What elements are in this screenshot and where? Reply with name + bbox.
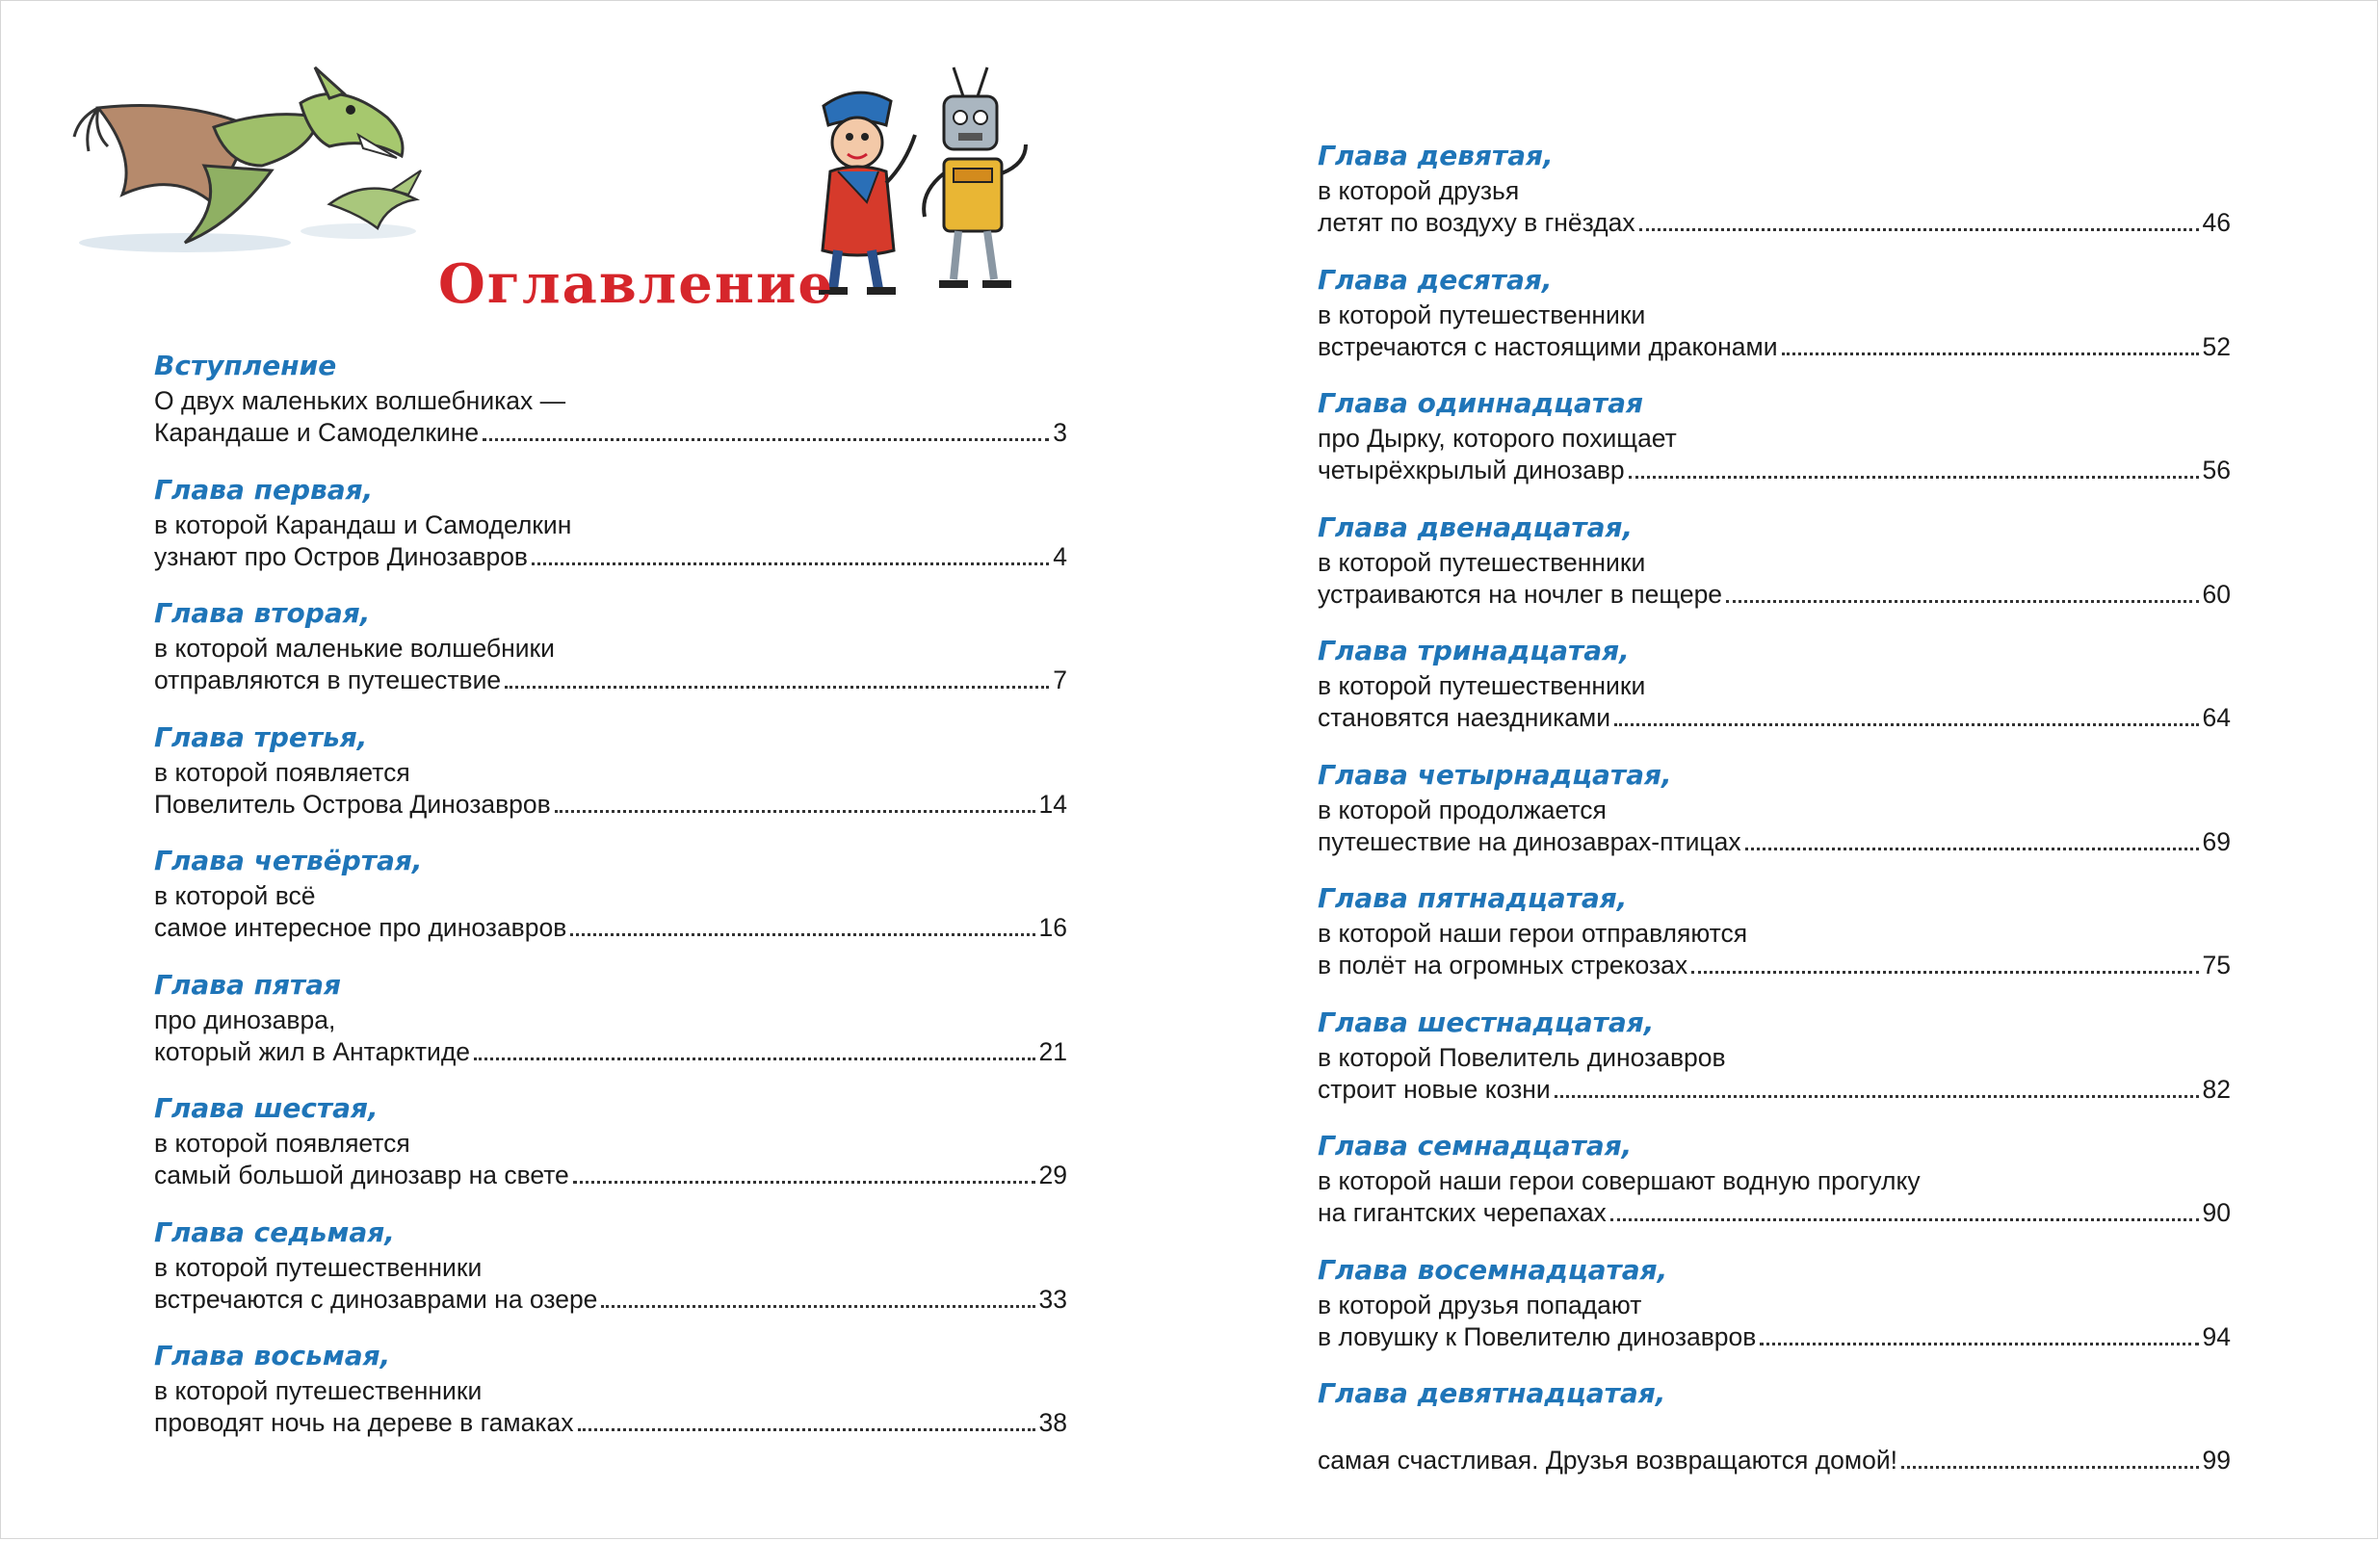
- chapter-subtitle-line: [154, 789, 1067, 821]
- chapter-subtitle-end: в полёт на огромных стрекозах: [1318, 951, 1688, 979]
- toc-entry[interactable]: [154, 1337, 1067, 1461]
- toc-entry[interactable]: [1318, 632, 2231, 756]
- chapter-subtitle-end: встречаются с настоящими драконами: [1318, 331, 1778, 361]
- chapter-subtitle-line: [1318, 579, 2231, 611]
- page-number: 90: [2202, 1198, 2231, 1227]
- toc-entry[interactable]: [1318, 1374, 2231, 1499]
- chapter-heading: Глава десятая,: [1318, 263, 1553, 296]
- chapter-subtitle: в которой друзья попадают: [1318, 1290, 1642, 1319]
- toc-entry[interactable]: [1318, 1251, 2231, 1375]
- chapter-heading: Вступление: [154, 350, 337, 381]
- page-number: 21: [1038, 1036, 1067, 1066]
- chapter-subtitle: в которой появляется: [154, 757, 410, 787]
- chapter-subtitle-end: самый большой динозавр на свете: [154, 1161, 569, 1189]
- chapter-subtitle-line: [1318, 826, 2231, 858]
- chapter-subtitle-line: [1318, 702, 2231, 734]
- toc-entry[interactable]: [154, 594, 1067, 718]
- page-number: 75: [2202, 951, 2231, 979]
- chapter-subtitle-end: на гигантских черепахах: [1318, 1198, 1607, 1227]
- dot-leader: [483, 417, 1049, 441]
- toc-entry[interactable]: [1318, 1127, 2231, 1251]
- page-number: 60: [2202, 579, 2231, 609]
- toc-entry[interactable]: [154, 966, 1067, 1090]
- pencil-and-robot-illustration: [809, 58, 1040, 299]
- chapter-subtitle-line: [154, 1407, 1067, 1439]
- page-number: 64: [2202, 703, 2231, 732]
- chapter-subtitle-line: [154, 912, 1067, 944]
- toc-entry[interactable]: [1318, 1004, 2231, 1128]
- chapter-subtitle: в которой продолжается: [1318, 795, 1607, 824]
- dot-leader: [601, 1284, 1034, 1308]
- chapter-subtitle-line: [1318, 455, 2231, 486]
- toc-entry[interactable]: [1318, 384, 2231, 509]
- chapter-subtitle: в которой путешественники: [1318, 547, 1646, 577]
- dot-leader: [505, 665, 1049, 689]
- page-number: 52: [2202, 331, 2231, 361]
- chapter-subtitle-end: в ловушку к Повелителю динозавров: [1318, 1321, 1757, 1351]
- chapter-subtitle-line: [154, 417, 1067, 449]
- chapter-heading: Глава восьмая,: [154, 1340, 391, 1371]
- chapter-subtitle-line: [154, 1284, 1067, 1316]
- chapter-subtitle: про Дырку, которого похищает: [1318, 424, 1677, 453]
- page-number: 99: [2202, 1446, 2231, 1475]
- chapter-subtitle-end: встречаются с динозаврами на озере: [154, 1284, 598, 1314]
- chapter-heading: Глава двенадцатая,: [1318, 510, 1634, 543]
- chapter-subtitle-end: летят по воздуху в гнёздах: [1318, 208, 1635, 237]
- dot-leader: [1610, 1197, 2199, 1221]
- page-number: 29: [1038, 1161, 1067, 1189]
- chapter-heading: Глава семнадцатая,: [1318, 1130, 1633, 1162]
- toc-entry[interactable]: [154, 718, 1067, 843]
- chapter-subtitle-line: [154, 541, 1067, 573]
- chapter-subtitle: в которой Повелитель динозавров: [1318, 1042, 1726, 1072]
- toc-entry[interactable]: [1318, 261, 2231, 385]
- page-number: 14: [1038, 789, 1067, 819]
- page-number: 16: [1038, 913, 1067, 942]
- chapter-subtitle-line: [1318, 331, 2231, 363]
- chapter-subtitle-line: [154, 665, 1067, 696]
- chapter-heading: Глава тринадцатая,: [1318, 635, 1630, 666]
- chapter-subtitle-end: проводят ночь на дереве в гамаках: [154, 1408, 574, 1437]
- toc-right-column: [1318, 137, 2231, 1499]
- chapter-subtitle: в которой наши герои отправляются: [1318, 919, 1748, 948]
- toc-entry[interactable]: [1318, 137, 2231, 261]
- dot-leader: [1782, 331, 2199, 355]
- page-number: 56: [2202, 456, 2231, 484]
- dot-leader: [1614, 702, 2198, 726]
- chapter-subtitle-end: четырёхкрылый динозавр: [1318, 456, 1625, 484]
- page-number: 69: [2202, 826, 2231, 856]
- chapter-heading: Глава вторая,: [154, 597, 371, 629]
- chapter-subtitle: в которой друзья: [1318, 176, 1520, 205]
- chapter-subtitle-line: [1318, 1074, 2231, 1106]
- page-number: 38: [1038, 1408, 1067, 1437]
- chapter-subtitle: в которой путешественники: [1318, 300, 1646, 329]
- dot-leader: [1629, 455, 2199, 479]
- dot-leader: [555, 789, 1035, 813]
- toc-entry[interactable]: [154, 1089, 1067, 1214]
- dot-leader: [1555, 1074, 2199, 1098]
- chapter-subtitle: в которой маленькие волшебники: [154, 634, 555, 663]
- chapter-heading: Глава пятая: [154, 968, 342, 1001]
- chapter-subtitle-line: [1318, 207, 2231, 239]
- dot-leader: [1745, 826, 2199, 850]
- chapter-subtitle-end: Карандаше и Самоделкине: [154, 418, 480, 447]
- chapter-heading: Глава четырнадцатая,: [1318, 758, 1672, 791]
- chapter-subtitle-end: самая счастливая. Друзья возвращаются домой!: [1318, 1446, 1898, 1475]
- dot-leader: [1901, 1445, 2199, 1469]
- chapter-subtitle: в которой путешественники: [1318, 671, 1646, 700]
- toc-entry[interactable]: [1318, 509, 2231, 633]
- dot-leader: [1639, 207, 2199, 231]
- dot-leader: [1691, 950, 2198, 974]
- chapter-heading: Глава шестая,: [154, 1092, 379, 1124]
- chapter-subtitle-end: Повелитель Острова Динозавров: [154, 789, 551, 819]
- toc-entry[interactable]: [154, 347, 1067, 471]
- chapter-heading: Глава четвёртая,: [154, 845, 423, 876]
- chapter-heading: Глава пятнадцатая,: [1318, 882, 1628, 914]
- dot-leader: [474, 1036, 1034, 1060]
- page-number: 7: [1053, 666, 1067, 694]
- chapter-subtitle-end: становятся наездниками: [1318, 703, 1611, 732]
- page-number: 46: [2202, 208, 2231, 237]
- toc-left-column: [154, 347, 1067, 1461]
- chapter-subtitle: в которой всё: [154, 881, 316, 910]
- pterodactyl-illustration: [69, 60, 455, 262]
- chapter-subtitle: про динозавра,: [154, 1005, 336, 1034]
- chapter-subtitle: в которой Карандаш и Самоделкин: [154, 509, 572, 539]
- chapter-subtitle-end: устраиваются на ночлег в пещере: [1318, 579, 1723, 609]
- chapter-subtitle: в которой путешественники: [154, 1252, 483, 1282]
- page-title: Оглавление: [438, 252, 835, 316]
- chapter-subtitle-end: который жил в Антарктиде: [154, 1036, 471, 1066]
- chapter-subtitle-line: [154, 1160, 1067, 1191]
- chapter-heading: Глава первая,: [154, 473, 374, 506]
- toc-entry[interactable]: [154, 842, 1067, 966]
- page-number: 33: [1038, 1284, 1067, 1314]
- chapter-subtitle-end: самое интересное про динозавров: [154, 913, 567, 942]
- chapter-subtitle-end: путешествие на динозаврах-птицах: [1318, 826, 1741, 856]
- chapter-heading: Глава девятая,: [1318, 140, 1554, 171]
- chapter-subtitle-line: [1318, 950, 2231, 981]
- page-number: 94: [2202, 1321, 2231, 1351]
- chapter-subtitle-end: строит новые козни: [1318, 1074, 1551, 1104]
- chapter-heading: Глава седьмая,: [154, 1215, 395, 1248]
- dot-leader: [573, 1160, 1035, 1184]
- chapter-subtitle-line: [1318, 1321, 2231, 1353]
- chapter-subtitle: [1318, 1413, 2231, 1445]
- chapter-heading: Глава шестнадцатая,: [1318, 1006, 1655, 1038]
- toc-entry[interactable]: [154, 1214, 1067, 1338]
- toc-entry[interactable]: [1318, 879, 2231, 1004]
- toc-entry[interactable]: [154, 471, 1067, 595]
- dot-leader: [1760, 1321, 2198, 1345]
- page-number: 4: [1053, 541, 1067, 571]
- toc-entry[interactable]: [1318, 756, 2231, 880]
- dot-leader: [578, 1407, 1035, 1431]
- chapter-subtitle-line: [154, 1036, 1067, 1068]
- chapter-heading: Глава одиннадцатая: [1318, 387, 1644, 419]
- chapter-heading: Глава восемнадцатая,: [1318, 1253, 1668, 1286]
- chapter-subtitle: в которой появляется: [154, 1129, 410, 1158]
- page-number: 3: [1053, 418, 1067, 447]
- chapter-subtitle-end: отправляются в путешествие: [154, 666, 502, 694]
- chapter-subtitle: в которой наши герои совершают водную прогулку: [1318, 1166, 1921, 1195]
- chapter-subtitle-end: узнают про Остров Динозавров: [154, 541, 529, 571]
- dot-leader: [532, 541, 1049, 565]
- dot-leader: [570, 912, 1034, 936]
- chapter-subtitle: О двух маленьких волшебниках —: [154, 386, 566, 415]
- dot-leader: [1726, 579, 2198, 603]
- chapter-subtitle-line: [1318, 1445, 2231, 1476]
- page-number: 82: [2202, 1074, 2231, 1104]
- chapter-heading: Глава третья,: [154, 720, 368, 753]
- chapter-subtitle-line: [1318, 1197, 2231, 1229]
- chapter-heading: Глава девятнадцатая,: [1318, 1377, 1666, 1409]
- chapter-subtitle: в которой путешественники: [154, 1376, 483, 1405]
